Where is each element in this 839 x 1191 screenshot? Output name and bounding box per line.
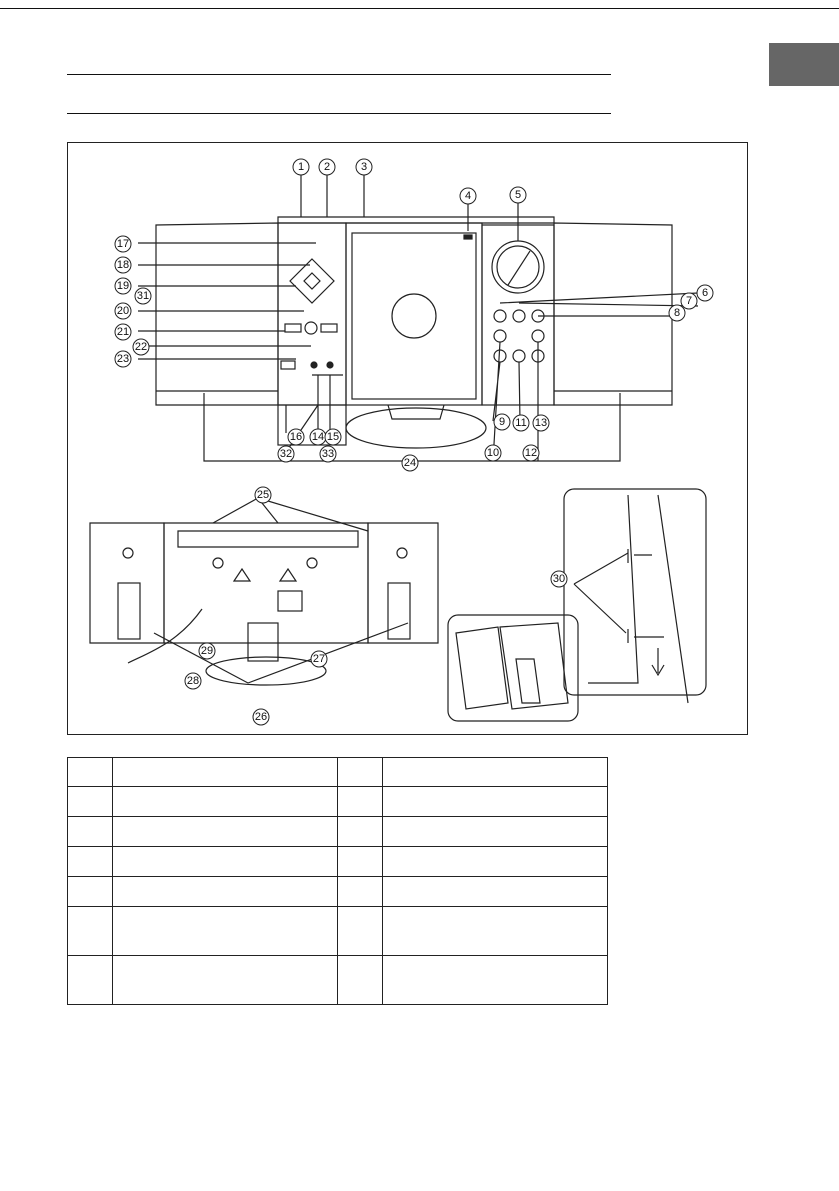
stand-base	[346, 408, 486, 448]
table-cell	[68, 817, 113, 847]
table-cell	[113, 847, 338, 877]
table-cell	[338, 956, 383, 1005]
parts-table	[67, 757, 608, 1005]
table-cell	[383, 877, 608, 907]
title-rule-lower	[67, 113, 611, 114]
callout-27: 27	[312, 653, 326, 665]
wall-mount-inset	[564, 489, 706, 703]
table-cell	[113, 758, 338, 787]
table-cell	[68, 877, 113, 907]
table-row	[68, 817, 608, 847]
callout-9: 9	[498, 416, 506, 428]
rear-main	[164, 523, 368, 643]
callout-16: 16	[289, 431, 303, 443]
callout-6: 6	[701, 287, 709, 299]
table-cell	[68, 956, 113, 1005]
callout-7: 7	[685, 295, 693, 307]
device-figure	[67, 142, 748, 735]
right-control-panel	[482, 225, 554, 405]
callout-2: 2	[323, 161, 331, 173]
callout-21: 21	[116, 326, 130, 338]
table-cell	[383, 758, 608, 787]
callout-23: 23	[116, 353, 130, 365]
callout-14: 14	[311, 431, 325, 443]
table-row	[68, 956, 608, 1005]
callout-32: 32	[279, 448, 293, 460]
table-cell	[338, 907, 383, 956]
front-view	[138, 175, 698, 461]
table-cell	[383, 907, 608, 956]
callout-20: 20	[116, 305, 130, 317]
nav-pad	[290, 259, 334, 303]
callout-33: 33	[321, 448, 335, 460]
right-speaker	[554, 223, 672, 405]
table-cell	[68, 787, 113, 817]
table-cell	[113, 877, 338, 907]
callout-26: 26	[254, 711, 268, 723]
table-row	[68, 787, 608, 817]
table-row	[68, 847, 608, 877]
callout-1: 1	[297, 161, 305, 173]
callout-13: 13	[534, 417, 548, 429]
callout-5: 5	[514, 189, 522, 201]
callout-29: 29	[200, 645, 214, 657]
callout-4: 4	[464, 190, 472, 202]
control-panel	[278, 223, 346, 405]
callout-18: 18	[116, 259, 130, 271]
title-rule-upper	[67, 74, 611, 75]
callout-31: 31	[136, 290, 150, 302]
rear-view	[90, 498, 438, 685]
table-cell	[338, 847, 383, 877]
table-cell	[113, 907, 338, 956]
table-cell	[68, 907, 113, 956]
callouts	[115, 159, 713, 725]
callout-17: 17	[116, 238, 130, 250]
power-cord	[128, 609, 202, 663]
table-cell	[383, 787, 608, 817]
table-cell	[113, 817, 338, 847]
callout-30: 30	[552, 573, 566, 585]
table-cell	[113, 956, 338, 1005]
table-row	[68, 758, 608, 787]
callout-24: 24	[403, 457, 417, 469]
callout-19: 19	[116, 280, 130, 292]
table-row	[68, 877, 608, 907]
table-row	[68, 907, 608, 956]
callout-3: 3	[360, 161, 368, 173]
table-cell	[338, 877, 383, 907]
left-speaker	[156, 223, 278, 405]
table-cell	[383, 956, 608, 1005]
callout-15: 15	[326, 431, 340, 443]
device-illustration	[68, 143, 749, 736]
cd-compartment	[346, 223, 482, 405]
callout-11: 11	[515, 417, 527, 429]
callout-12: 12	[524, 447, 538, 459]
table-cell	[383, 817, 608, 847]
callout-25: 25	[256, 489, 270, 501]
button-22	[305, 322, 317, 334]
volume-knob	[492, 241, 544, 293]
table-cell	[338, 817, 383, 847]
callout-10: 10	[486, 447, 500, 459]
button-21	[285, 324, 301, 332]
callout-8: 8	[673, 307, 681, 319]
battery-cover	[278, 591, 302, 611]
table-cell	[383, 847, 608, 877]
header-top-rule	[0, 8, 839, 9]
table-cell	[68, 758, 113, 787]
table-cell	[338, 758, 383, 787]
cd-spindle	[392, 294, 436, 338]
stand-inset	[448, 615, 578, 721]
button-23	[321, 324, 337, 332]
table-cell	[113, 787, 338, 817]
callout-22: 22	[134, 341, 148, 353]
callout-28: 28	[186, 675, 200, 687]
table-cell	[338, 787, 383, 817]
table-cell	[68, 847, 113, 877]
language-tab	[769, 43, 839, 86]
